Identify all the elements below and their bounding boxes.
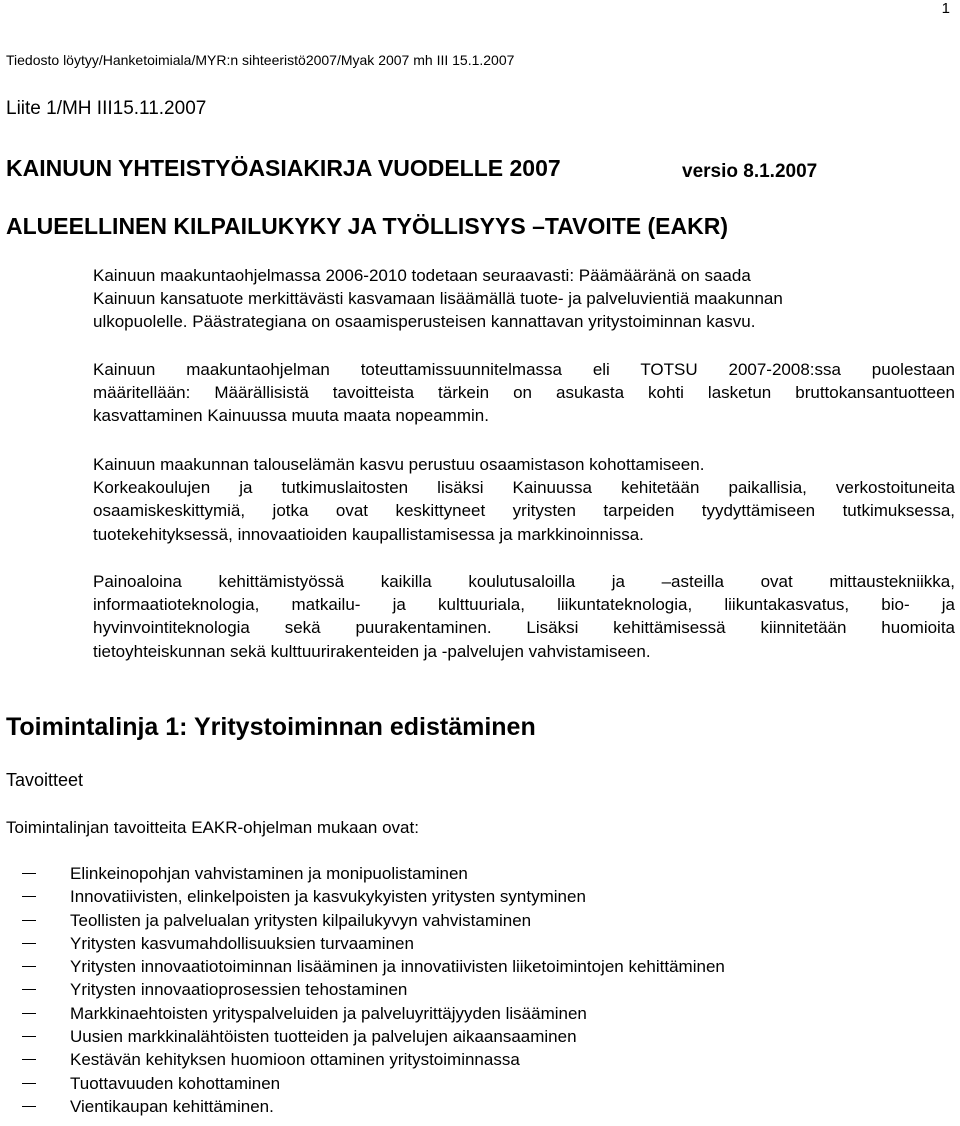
list-item-text: Uusien markkinalähtöisten tuotteiden ja palvelujen aikaansaaminen [70,1027,577,1047]
dash-bullet-icon [22,966,36,967]
text-line: informaatioteknologia, matkailu- ja kulttuuriala, liikuntateknologia, liikuntakasvatus, bio- ja [93,595,955,615]
text-line: Kainuun maakuntaohjelman toteuttamissuunnitelmassa eli TOTSU 2007-2008:ssa puolestaan [93,360,955,379]
text-line: Kainuun maakunnan talouselämän kasvu perustuu osaamistason kohottamiseen. [93,455,705,474]
list-item [22,978,725,1001]
appendix-reference: Liite 1/MH III15.11.2007 [6,98,207,119]
paragraph-focus-areas [93,570,955,663]
document-title: KAINUUN YHTEISTYÖASIAKIRJA VUODELLE 2007 [6,155,561,181]
file-path: Tiedosto löytyy/Hanketoimiala/MYR:n sihteeristö2007/Myak 2007 mh III 15.1.2007 [6,52,515,68]
list-item [22,955,725,978]
section-heading: Toimintalinja 1: Yritystoiminnan edistäminen [6,713,536,741]
list-item-text: Tuottavuuden kohottaminen [70,1073,281,1093]
list-item [22,885,725,908]
dash-bullet-icon [22,1059,36,1060]
goal-title: ALUEELLINEN KILPAILUKYKY JA TYÖLLISYYS –TAVOITE (EAKR) [6,213,728,239]
dash-bullet-icon [22,1083,36,1084]
list-item [22,1095,725,1118]
list-item-text: Kestävän kehityksen huomioon ottaminen yritystoiminnassa [70,1050,520,1070]
dash-bullet-icon [22,1036,36,1037]
paragraph-economy [93,453,955,546]
dash-bullet-icon [22,873,36,874]
list-item-text: Vientikaupan kehittäminen. [70,1096,274,1116]
text-line: Korkeakoulujen ja tutkimuslaitosten lisäksi Kainuussa kehitetään paikallisia, verkostoituneita [93,478,955,498]
list-item-text: Yritysten kasvumahdollisuuksien turvaaminen [70,933,414,953]
goals-list [22,862,725,1118]
list-item-text: Yritysten innovaatiotoiminnan lisääminen ja innovatiivisten liiketoimintojen kehittäminen [70,957,725,977]
list-item [22,932,725,955]
list-item [22,862,725,885]
dash-bullet-icon [22,1013,36,1014]
text-line: kasvattaminen Kainuussa muuta maata nopeammin. [93,406,489,426]
text-line: tietoyhteiskunnan sekä kulttuurirakenteiden ja -palvelujen vahvistamiseen. [93,641,651,661]
list-item-text: Teollisten ja palvelualan yritysten kilpailukyvyn vahvistaminen [70,910,532,930]
text-line: Kainuun kansatuote merkittävästi kasvamaan lisäämällä tuote- ja palveluvientiä maakunnan [93,289,783,309]
list-item-text: Markkinaehtoisten yrityspalveluiden ja palveluyrittäjyyden lisääminen [70,1003,587,1023]
list-item [22,1025,725,1048]
text-line: Kainuun maakuntaohjelmassa 2006-2010 todetaan seuraavasti: Päämääränä on saada [93,266,751,285]
text-line: tuotekehityksessä, innovaatioiden kaupallistamisessa ja markkinoinnissa. [93,524,644,544]
paragraph-strategy [93,264,955,334]
dash-bullet-icon [22,896,36,897]
text-line: ulkopuolelle. Päästrategiana on osaamisperusteisen kannattavan yritystoiminnan kasvu. [93,312,756,332]
text-line: osaamiskeskittymiä, jotka ovat keskittyneet yritysten tarpeiden tyydyttämiseen tutkimuksessa, [93,501,955,521]
list-item [22,1072,725,1095]
page-number: 1 [941,0,950,17]
version-label: versio 8.1.2007 [682,161,818,182]
list-item [22,1002,725,1025]
list-item-text: Yritysten innovaatioprosessien tehostaminen [70,980,408,1000]
list-item-text: Elinkeinopohjan vahvistaminen ja monipuolistaminen [70,864,468,883]
list-item [22,1048,725,1071]
paragraph-totsu [93,358,955,428]
dash-bullet-icon [22,989,36,990]
text-line: hyvinvointiteknologia sekä puurakentaminen. Lisäksi kehittämisessä kiinnitetään huomioita [93,618,955,638]
dash-bullet-icon [22,943,36,944]
dash-bullet-icon [22,920,36,921]
list-item [22,909,725,932]
list-item-text: Innovatiivisten, elinkelpoisten ja kasvukykyisten yritysten syntyminen [70,887,586,907]
dash-bullet-icon [22,1106,36,1107]
subsection-heading: Tavoitteet [6,770,84,790]
text-line: Painoaloina kehittämistyössä kaikilla koulutusaloilla ja –asteilla ovat mittaustekniikka, [93,572,955,591]
goals-intro: Toimintalinjan tavoitteita EAKR-ohjelman mukaan ovat: [6,818,419,837]
text-line: määritellään: Määrällisistä tavoitteista tärkein on asukasta kohti lasketun bruttokansantuotteen [93,383,955,403]
